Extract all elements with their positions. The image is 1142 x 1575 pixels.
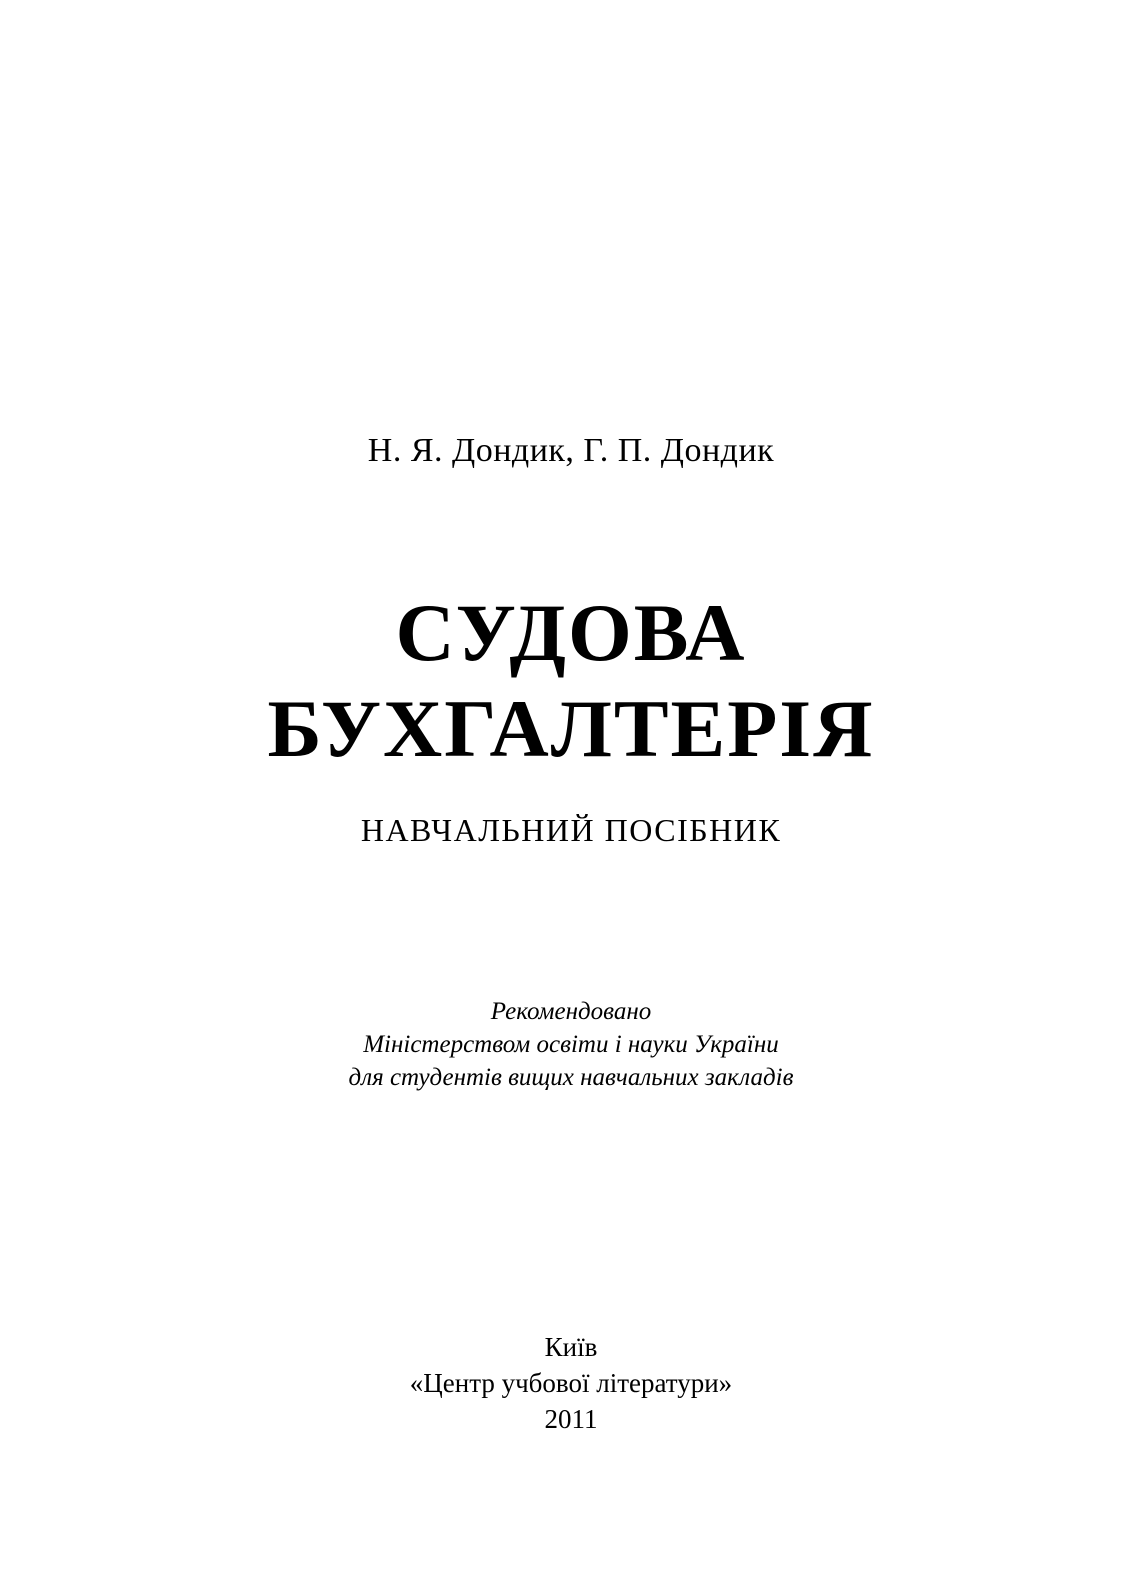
imprint-block — [0, 1330, 1142, 1438]
imprint-year: 2011 — [544, 1403, 598, 1434]
book-subtitle: НАВЧАЛЬНИЙ ПОСІБНИК — [360, 812, 782, 848]
title-line-1: СУДОВА — [395, 587, 747, 678]
recommendation-line-2: Міністерством освіти і науки України — [363, 1031, 779, 1058]
imprint-publisher: «Центр учбової літератури» — [409, 1367, 733, 1398]
title-line-2: БУХГАЛТЕРІЯ — [267, 683, 875, 775]
recommendation-block — [0, 995, 1142, 1094]
imprint-city: Київ — [544, 1332, 598, 1362]
recommendation-line-3: для студентів вищих навчальних закладів — [348, 1064, 794, 1091]
book-title — [0, 588, 1142, 774]
authors-line: Н. Я. Дондик, Г. П. Дондик — [367, 432, 775, 469]
recommendation-line-1: Рекомендовано — [490, 998, 652, 1025]
